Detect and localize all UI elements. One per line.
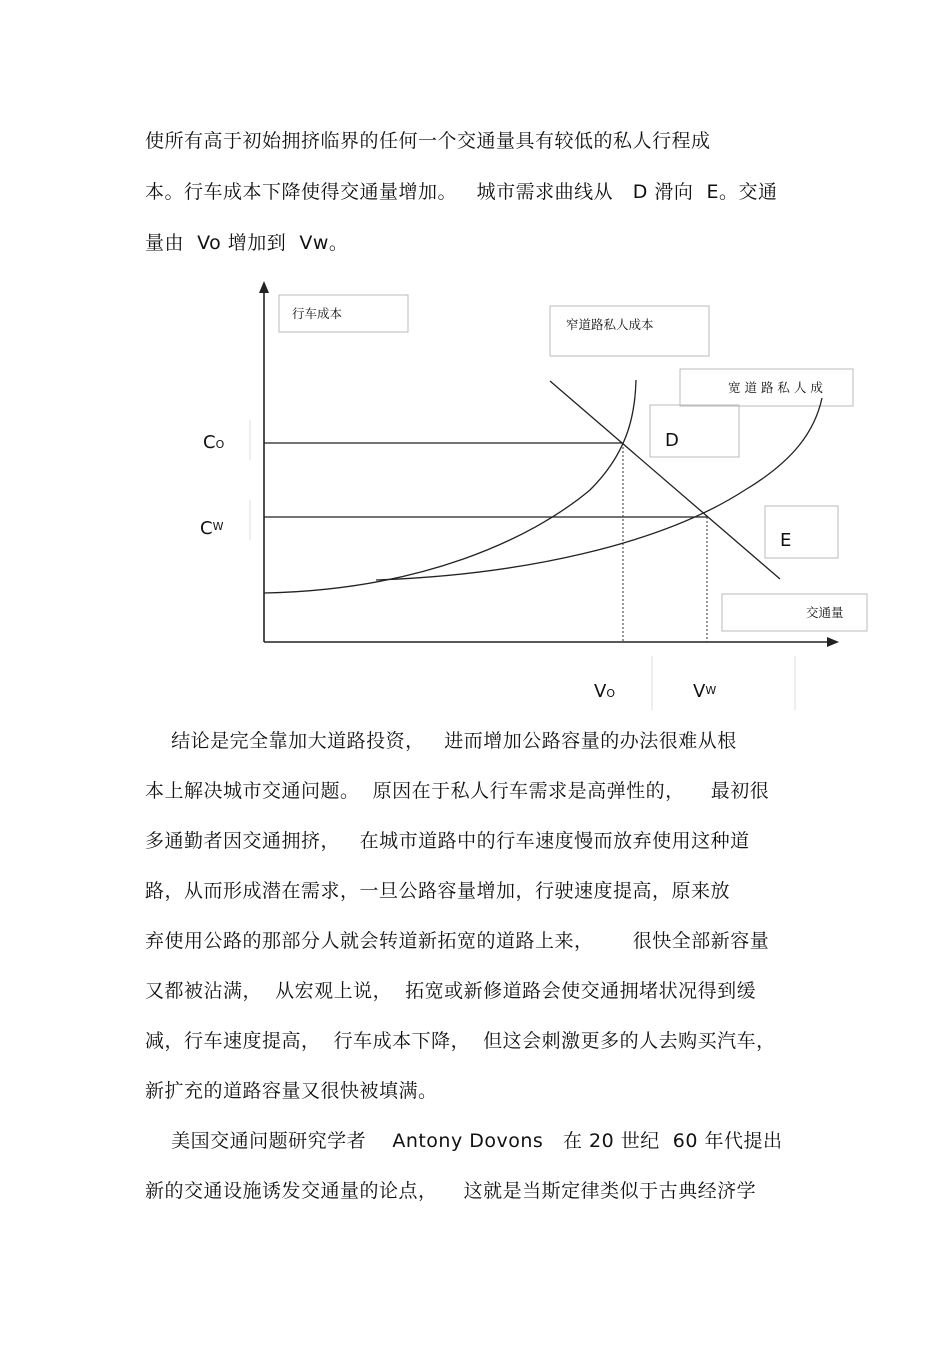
co-label-sub: O [215,438,225,451]
co-label-main: C [203,432,216,453]
y-axis-label: 行车成本 [292,306,343,321]
x-axis-label-box [722,594,867,631]
paragraph2-line-3: 多通勤者因交通拥挤， 在城市道路中的行车速度慢而放弃使用这种道 [145,830,750,852]
paragraph3-line-2: 新的交通设施诱发交通量的论点， 这就是当斯定律类似于古典经济学 [145,1180,757,1202]
narrow-road-cost-curve [264,380,636,593]
cw-label [200,518,224,539]
wide-road-label: 宽 道 路 私 人 成 [728,380,823,395]
vo-label [594,681,615,702]
paragraph2-line-4: 路，从而形成潜在需求，一旦公路容量增加，行驶速度提高，原来放 [145,880,731,902]
point-e-box [765,506,838,558]
paragraph2-line-2: 本上解决城市交通问题。 原因在于私人行车需求是高弹性的， 最初很 [145,780,770,802]
paragraph2-line-6: 又都被沾满， 从宏观上说， 拓宽或新修道路会使交通拥堵状况得到缓 [145,980,757,1002]
x-axis-arrow [827,637,839,647]
paragraph2-line-5: 弃使用公路的那部分人就会转道新拓宽的道路上来， 很快全部新容量 [145,930,770,952]
paragraph1-line-3: 量由 Vo 增加到 Vw。 [145,232,349,254]
vw-label-main: V [693,681,706,702]
narrow-road-label: 窄道路私人成本 [566,317,654,332]
vo-label-sub: O [606,687,615,700]
cw-label-sub: W [212,520,224,533]
demand-line [550,381,780,579]
wide-road-cost-curve [376,398,822,580]
vw-label [693,681,716,702]
vw-label-sub: W [705,684,717,697]
paragraph2-line-1: 结论是完全靠加大道路投资， 进而增加公路容量的办法很难从根 [145,730,737,752]
paragraph1-line-2: 本。行车成本下降使得交通量增加。 城市需求曲线从 D 滑向 E。交通 [145,181,778,203]
vo-label-main: V [594,681,607,702]
cw-label-main: C [200,518,213,539]
point-e-label: E [780,530,792,551]
y-axis-arrow [259,281,269,293]
paragraph2-line-7: 减，行车速度提高， 行车成本下降， 但这会刺激更多的人去购买汽车， [145,1030,776,1052]
paragraph3-line-1: 美国交通问题研究学者 Antony Dovons 在 20 世纪 60 年代提出 [145,1130,783,1152]
co-label [203,432,225,453]
paragraph1-line-1: 使所有高于初始拥挤临界的任何一个交通量具有较低的私人行程成 [145,130,711,152]
x-axis-label: 交通量 [806,605,844,620]
paragraph2-line-8: 新扩充的道路容量又很快被填满。 [145,1080,438,1102]
point-d-label: D [665,430,679,451]
point-d-box [650,405,739,457]
